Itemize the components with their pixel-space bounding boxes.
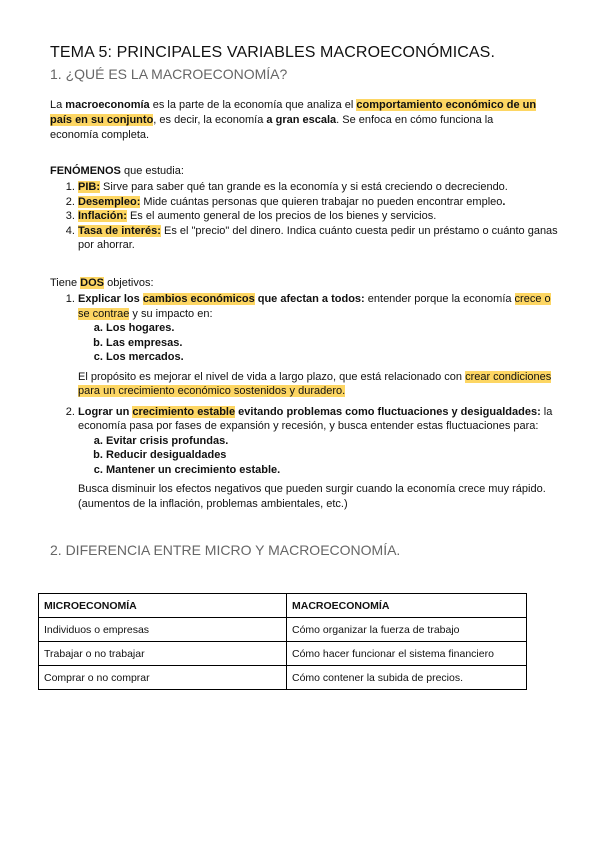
term: Tasa de interés: — [78, 224, 161, 237]
table-cell: Cómo contener la subida de precios. — [287, 666, 527, 690]
text: evitando problemas como fluctuaciones y desigualdades: — [235, 405, 541, 418]
objective-note: Busca disminuir los efectos negativos que pueden surgir cuando la economía crece muy rápido. (aumentos de la inflación, problemas ambientales, etc.) — [78, 483, 546, 510]
list-item — [78, 180, 558, 195]
phenomena-heading — [50, 164, 540, 179]
description: Mide cuántas personas que quieren trabajar no pueden encontrar empleo — [140, 195, 503, 208]
list-item: c. Los mercados. — [106, 350, 558, 365]
table-row — [39, 618, 527, 642]
column-header: MACROECONOMÍA — [287, 594, 527, 618]
comparison-table — [38, 593, 527, 690]
list-item — [78, 224, 558, 253]
list-item: c. Mantener un crecimiento estable. — [106, 463, 558, 478]
text: que afectan a todos: — [254, 293, 365, 305]
term-macroeconomia: macroeconomía — [65, 99, 150, 111]
text: y su impacto en: — [129, 307, 213, 320]
objective-1 — [78, 292, 558, 399]
objectives-heading — [50, 276, 540, 291]
table-cell: Individuos o empresas — [39, 618, 287, 642]
term: PIB: — [78, 181, 100, 193]
intro-paragraph — [50, 98, 540, 143]
sublist — [78, 434, 558, 478]
bold-phrase: a gran escala — [266, 114, 337, 126]
highlighted-phrase: comportamiento económico de un país en su conjunto — [50, 99, 537, 126]
list-item: b. Las empresas. — [106, 336, 558, 351]
phenomena-list — [50, 180, 558, 253]
list-item: b. Reducir desigualdades — [106, 448, 558, 463]
text: Lograr un — [78, 405, 133, 418]
table-cell: Cómo organizar la fuerza de trabajo — [287, 618, 527, 642]
section-heading-1: 1. ¿QUÉ ES LA MACROECONOMÍA? — [50, 66, 288, 82]
table-header-row — [39, 594, 527, 618]
highlighted-phrase: crear condiciones para un crecimiento económico sostenidos y duradero. — [78, 370, 552, 397]
text: Tiene — [50, 277, 81, 289]
phenomena-label: FENÓMENOS — [50, 165, 121, 177]
objectives-count: DOS — [80, 277, 105, 289]
description: Es el aumento general de los precios de los bienes y servicios. — [126, 210, 437, 222]
highlighted-phrase: crecimiento estable — [132, 405, 236, 418]
section-heading-2: 2. DIFERENCIA ENTRE MICRO Y MACROECONOMÍA. — [50, 542, 401, 558]
table-cell: Comprar o no comprar — [39, 666, 287, 690]
list-item — [78, 195, 558, 210]
text: . Se enfoca en cómo funciona la economía completa. — [50, 114, 494, 141]
highlighted-phrase: crece o se contrae — [78, 293, 551, 320]
table-row — [39, 666, 527, 690]
highlighted-phrase: cambios económicos — [142, 293, 255, 305]
text: Explicar los — [78, 293, 143, 305]
text: objetivos: — [104, 277, 154, 289]
text: , es decir, la economía — [153, 114, 267, 126]
table-cell: Trabajar o no trabajar — [39, 642, 287, 666]
sublist — [78, 321, 558, 365]
description: Es el "precio" del dinero. Indica cuánto cuesta pedir un préstamo o cuánto ganas por ahorrar. — [78, 224, 558, 251]
description: Sirve para saber qué tan grande es la economía y si está creciendo o decreciendo. — [100, 181, 508, 193]
column-header: MICROECONOMÍA — [39, 594, 287, 618]
text: que estudia: — [120, 165, 184, 177]
objectives-list — [50, 292, 558, 517]
list-item: a. Evitar crisis profundas. — [106, 434, 558, 449]
text: El propósito es mejorar el nivel de vida a largo plazo, que está relacionado con — [78, 370, 466, 383]
text: la economía pasa por fases de expansión y recesión, y busca entender estas fluctuaciones para: — [78, 405, 553, 432]
table-cell: Cómo hacer funcionar el sistema financiero — [287, 642, 527, 666]
table-row — [39, 642, 527, 666]
text: La — [50, 99, 66, 111]
list-item — [78, 209, 558, 224]
term: Desempleo: — [78, 195, 141, 208]
period: . — [502, 195, 506, 208]
text: es la parte de la economía que analiza el — [149, 99, 357, 111]
text: entender porque la economía — [364, 293, 515, 305]
list-item: a. Los hogares. — [106, 321, 558, 336]
objective-note — [78, 370, 558, 399]
term: Inflación: — [78, 210, 127, 222]
page-title: TEMA 5: PRINCIPALES VARIABLES MACROECONÓMICAS. — [50, 44, 495, 61]
objective-2 — [78, 405, 558, 512]
